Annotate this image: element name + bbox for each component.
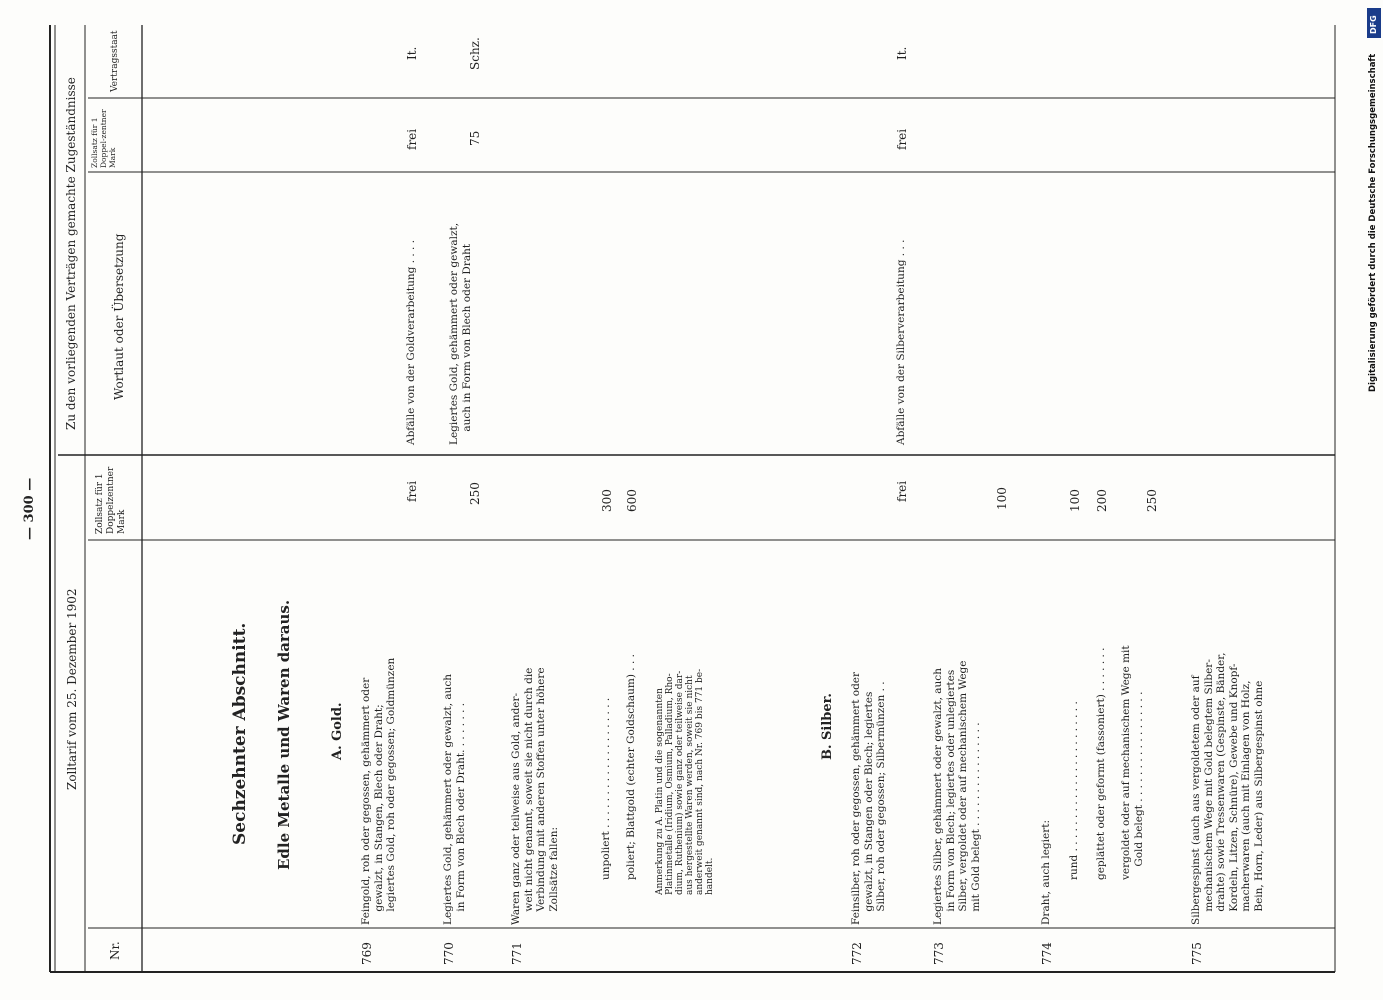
row-773-nr: 773	[932, 942, 946, 965]
row-769-nr: 769	[360, 942, 374, 965]
row-772-nr: 772	[850, 942, 864, 965]
row-770-concession-rate: 75	[468, 130, 482, 146]
row-771-nr: 771	[510, 942, 524, 965]
gold-heading: A. Gold.	[330, 702, 345, 760]
row-769-concession-text: Abfälle von der Goldverarbeitung . . . .	[405, 239, 417, 445]
row-775-nr: 775	[1190, 942, 1204, 965]
row-769-state: It.	[405, 46, 419, 60]
dfg-logo	[1367, 8, 1381, 38]
right-header: Zu den vorliegenden Verträgen gemachte Zugeständnisse	[64, 77, 78, 430]
row-772-state: It.	[895, 46, 909, 60]
row-774-nr: 774	[1040, 942, 1054, 965]
row-772-text: Feinsilber, roh oder gegossen, gehämmert oder gewalzt, in Stangen oder Blech; legiertes Silber, roh oder gegossen; Silbermünzen . .	[850, 671, 887, 925]
row-774c-text: vergoldet oder auf mechanischem Wege mit Gold belegt . . . . . . . . . . . . . . . . .	[1120, 645, 1145, 880]
page-number: — 300 —	[22, 477, 37, 540]
row-770-state: Schz.	[468, 37, 482, 70]
row-772-concession-text: Abfälle von der Silberverarbeitung . . .	[895, 239, 907, 445]
column-header-wording: Wortlaut oder Übersetzung	[112, 233, 126, 400]
row-774b-text: geplättet oder geformt (fassoniert) . . . . . . .	[1095, 647, 1107, 880]
column-header-state: Vertragsstaat	[110, 30, 120, 92]
row-771b-text: poliert; Blattgold (echter Goldschaum) . . .	[625, 654, 637, 880]
row-773-rate: 100	[995, 487, 1009, 510]
row-774-text: Draht, auch legiert:	[1040, 820, 1052, 925]
row-769-rate: frei	[405, 480, 419, 502]
section-title: Sechzehnter Abschnitt.	[230, 622, 250, 845]
row-770-concession-text: Legiertes Gold, gehämmert oder gewalzt, auch in Form von Blech oder Draht	[448, 222, 473, 445]
row-772-rate: frei	[895, 480, 909, 502]
row-775-text: Silbergespinst (auch aus vergoldetem oder auf mechanischem Wege mit Gold belegtem Silber- drahte) sowie Tressenwaren (Gespinste, Bänder, Kordeln, Litzen, Schnüre), Gewebe und Knopf- macherwaren (auch mit Einlagen von Holz, Bein, Horn, Leder) aus Silbergespinst ohne	[1190, 652, 1265, 925]
row-772-concession-rate: frei	[895, 128, 909, 150]
row-774a-rate: 100	[1068, 489, 1082, 512]
dfg-logo-label: DFG	[1369, 15, 1378, 34]
row-774a-text: rund . . . . . . . . . . . . . . . . . . . . . . .	[1068, 701, 1080, 880]
silver-heading: B. Silber.	[820, 693, 835, 760]
row-770-nr: 770	[442, 942, 456, 965]
row-771a-rate: 300	[600, 489, 614, 512]
column-header-nr: Nr.	[108, 941, 122, 960]
column-header-rate2: Zollsatz für 1 Doppel-zentner Mark	[90, 109, 117, 168]
section-subtitle: Edle Metalle und Waren daraus.	[275, 599, 293, 870]
row-771a-text: unpoliert . . . . . . . . . . . . . . . . . . . .	[600, 697, 612, 880]
left-header: Zolltarif vom 25. Dezember 1902	[65, 588, 79, 790]
gold-note: Anmerkung zu A. Platin und die sogenannten Platinmetalle (Iridium, Osmium, Palladium, Rho- dium, Ruthenium) sowie ganz oder teilweise dar- aus hergestellte Waren werden, soweit sie nicht anderweit genannt sind, nach Nr. 769 bis 771 be- handelt.	[655, 668, 715, 895]
row-773-text: Legiertes Silber, gehämmert oder gewalzt, auch in Form von Blech; legiertes oder unlegiertes Silber, vergoldet oder auf mechanischem Wege mit Gold belegt . . . . . . . . . . . . . . . .	[932, 660, 982, 925]
row-770-text: Legiertes Gold, gehämmert oder gewalzt, auch in Form von Blech oder Draht. . . . . . . .	[442, 673, 467, 925]
column-header-rate: Zollsatz für 1 Doppelzentner Mark	[95, 466, 127, 534]
row-774c-rate: 250	[1145, 489, 1159, 512]
row-770-rate: 250	[468, 482, 482, 505]
row-771-text: Waren ganz oder teilweise aus Gold, ander- weit nicht genannt, soweit sie nicht durch die Verbindung mit anderen Stoffen unter höhere Zollsätze fallen:	[510, 667, 560, 925]
row-769-text: Feingold, roh oder gegossen, gehämmert oder gewalzt, in Stangen, Blech oder Draht; legiertes Gold, roh oder gegossen; Goldmünzen	[360, 657, 397, 925]
dfg-credit: Digitalisierung gefördert durch die Deutsche Forschungsgemeinschaft	[1368, 53, 1378, 392]
row-774b-rate: 200	[1095, 489, 1109, 512]
row-769-concession-rate: frei	[405, 128, 419, 150]
row-771b-rate: 600	[625, 489, 639, 512]
